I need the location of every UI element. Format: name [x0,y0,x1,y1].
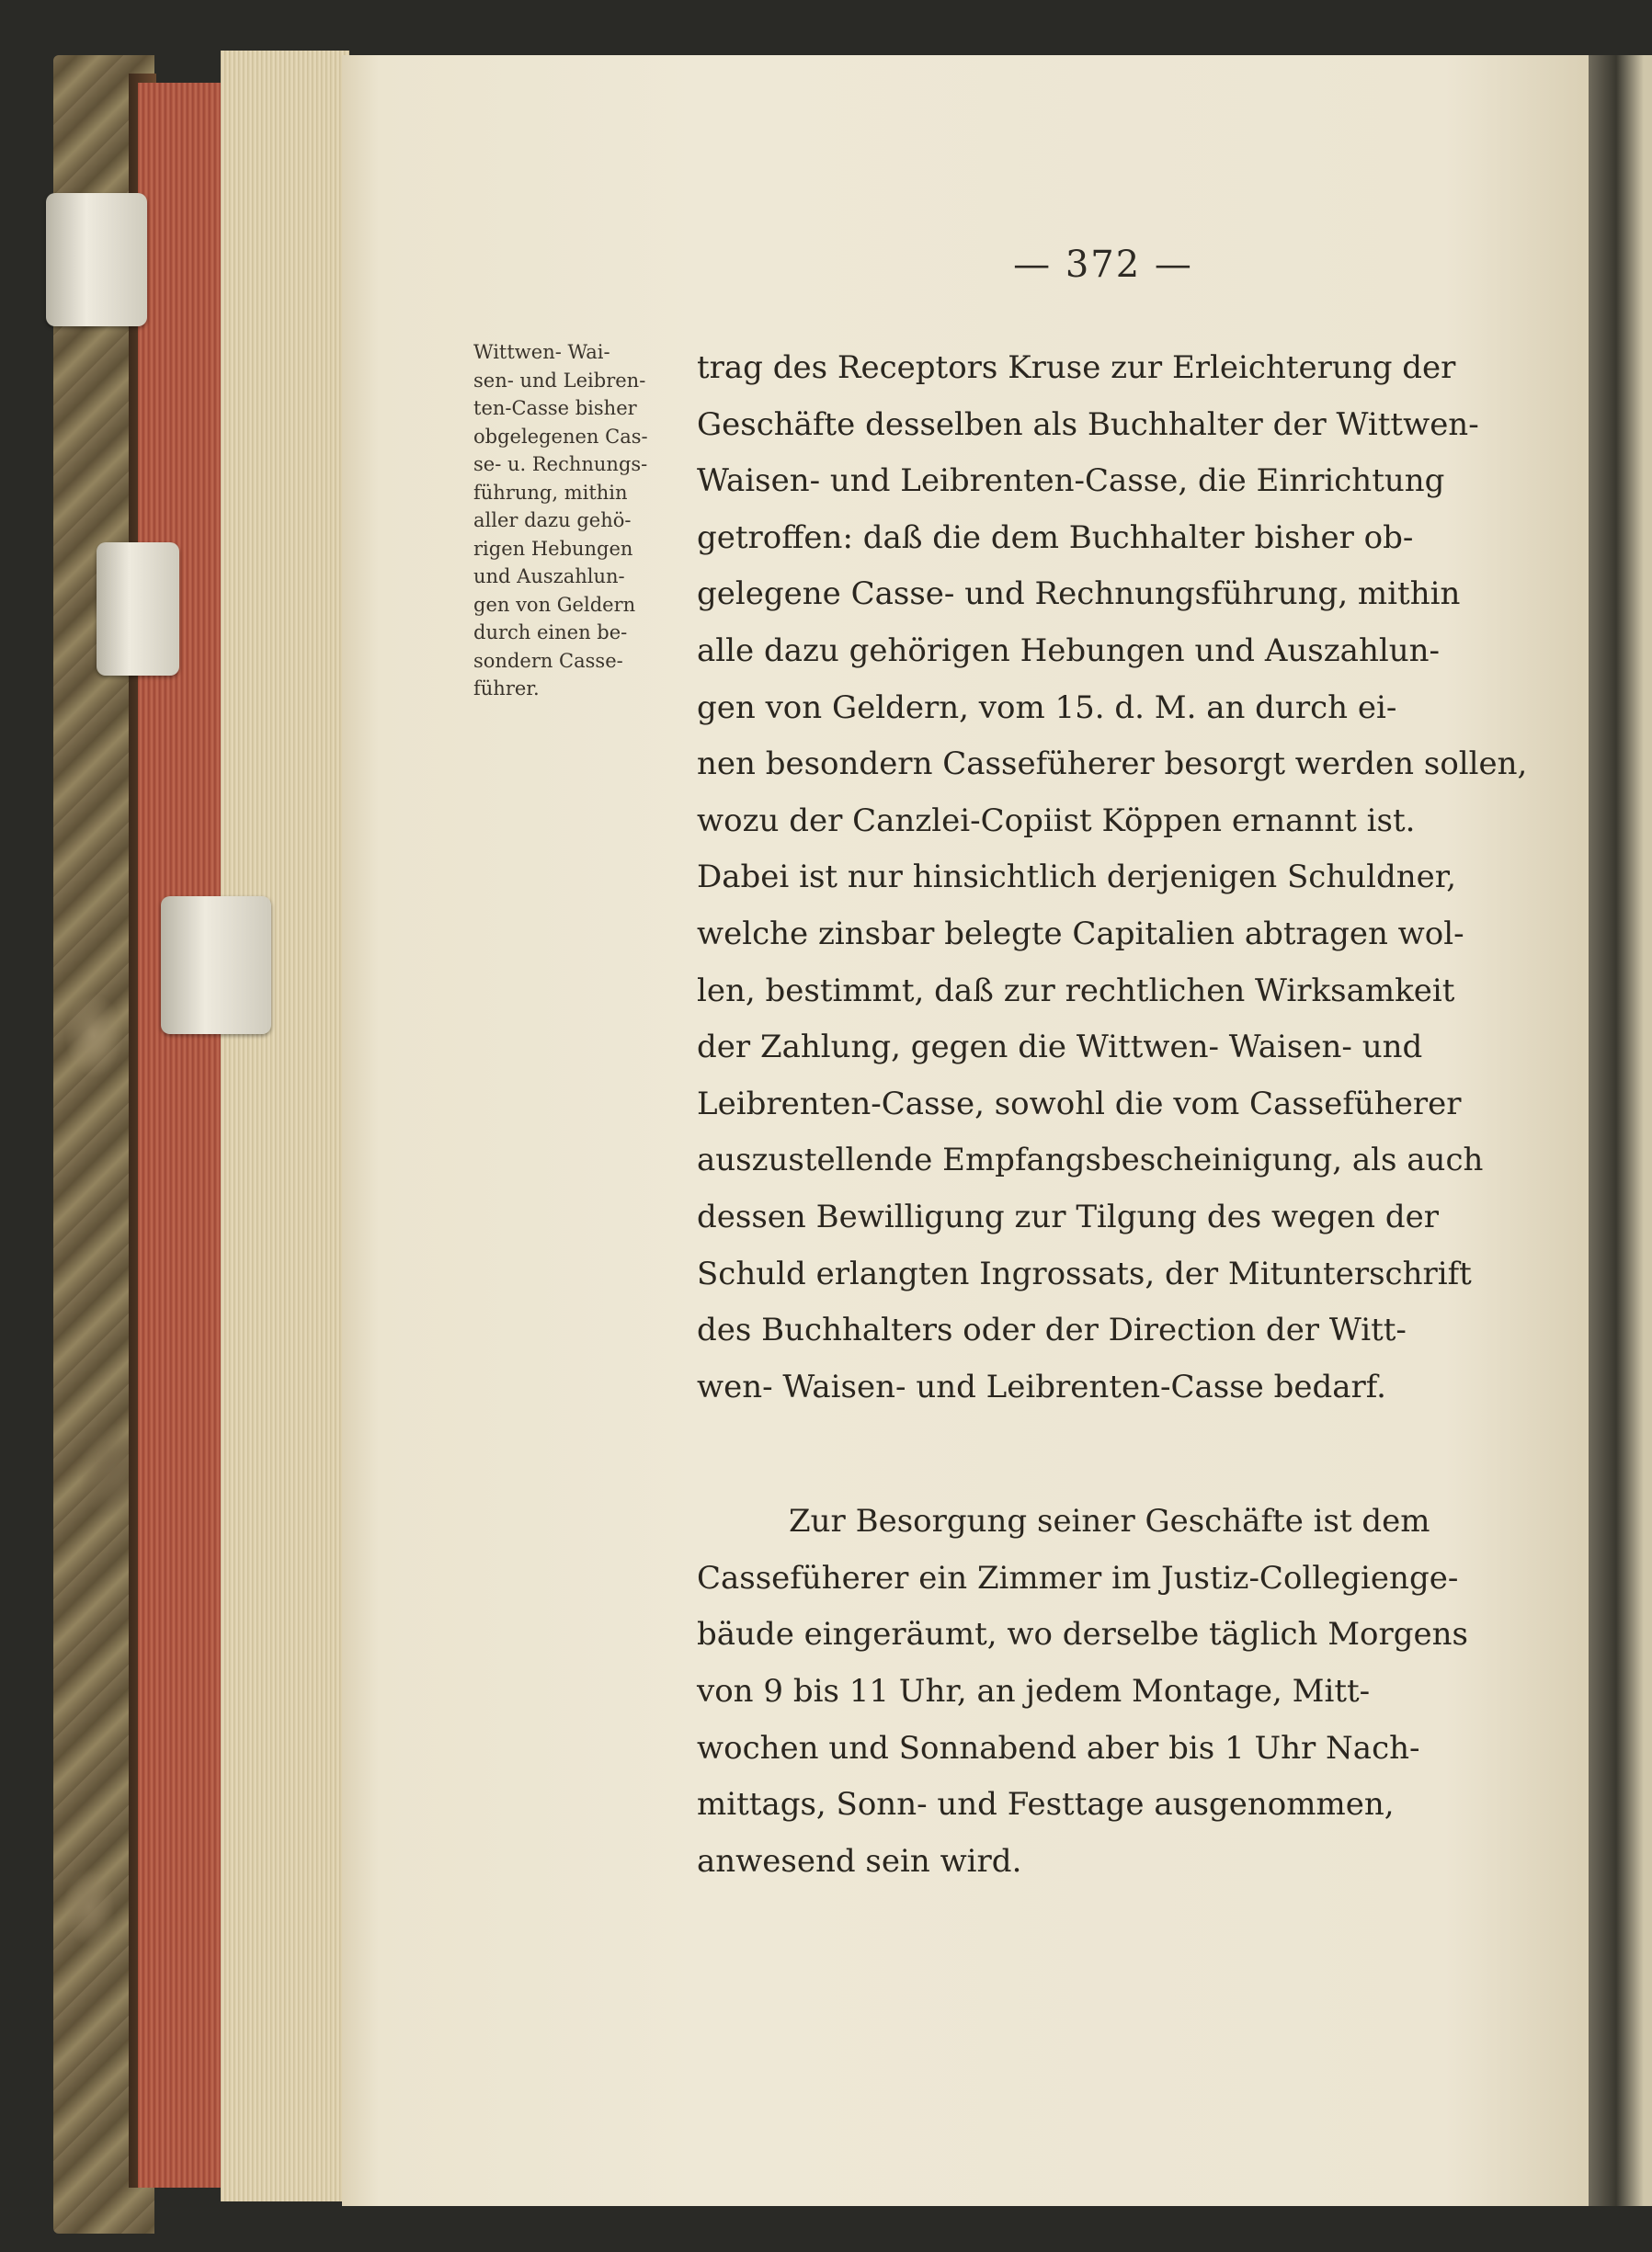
text-line: gelegene Casse- und Rechnungsführung, mithin [697,575,1461,613]
text-line: dessen Bewilligung zur Tilgung des wegen der [697,1198,1439,1235]
marginal-line: aller dazu gehö- [473,509,632,531]
text-line: Zur Besorgung seiner Geschäfte ist dem [789,1503,1430,1541]
page-stack-edge [221,51,349,2201]
text-line: Leibrenten-Casse, sowohl die vom Cassefüherer [697,1085,1462,1122]
text-line: Schuld erlangten Ingrossats, der Mitunterschrift [697,1255,1472,1292]
text-line: von 9 bis 11 Uhr, an jedem Montage, Mitt- [697,1673,1371,1711]
marginal-line: gen von Geldern [473,593,636,616]
text-line: der Zahlung, gegen die Wittwen- Waisen- und [697,1029,1423,1066]
text-line: wen- Waisen- und Leibrenten-Casse bedarf. [697,1368,1386,1405]
text-line: Cassefüherer ein Zimmer im Justiz-Collegienge- [697,1559,1459,1597]
text-line: anwesend sein wird. [697,1842,1022,1880]
marginal-line: sen- und Leibren- [473,369,646,392]
text-line: getroffen: daß die dem Buchhalter bisher ob- [697,518,1414,556]
text-line: auszustellende Empfangsbescheinigung, als auch [697,1142,1484,1179]
text-line: alle dazu gehörigen Hebungen und Auszahlun- [697,631,1440,669]
page-gutter [1589,55,1652,2206]
marginal-line: sondern Casse- [473,649,623,672]
text-line: trag des Receptors Kruse zur Erleichterung der [697,349,1456,386]
paragraph-gap [697,1416,1506,1494]
page-number: — 372 — [1013,244,1193,286]
paper-tab-marker [97,542,179,676]
red-page-edge [138,83,225,2188]
marginal-line: se- u. Rechnungs- [473,453,648,475]
paper-tab-marker [46,193,147,326]
text-line: Geschäfte desselben als Buchhalter der Wittwen- [697,405,1479,443]
text-line: wochen und Sonnabend aber bis 1 Uhr Nach- [697,1729,1420,1767]
text-line: nen besondern Cassefüherer besorgt werden sollen, [697,745,1528,783]
paragraph [697,1494,1506,1890]
text-line: gen von Geldern, vom 15. d. M. an durch ei- [697,688,1397,726]
body-text [697,340,1528,1890]
paper-tab-marker [161,896,271,1034]
text-line: Waisen- und Leibrenten-Casse, die Einrichtung [697,462,1445,500]
text-line: welche zinsbar belegte Capitalien abtragen wol- [697,915,1464,952]
marginal-note [473,338,699,703]
text-line: len, bestimmt, daß zur rechtlichen Wirksamkeit [697,972,1455,1009]
text-line: wozu der Canzlei-Copiist Köppen ernannt ist. [697,802,1416,839]
marginal-line: und Auszahlun- [473,565,625,587]
text-line: bäude eingeräumt, wo derselbe täglich Morgens [697,1616,1468,1654]
marginal-line: Wittwen- Wai- [473,341,610,363]
marginal-line: obgelegenen Cas- [473,425,648,448]
paragraph [697,340,1528,1416]
text-line: mittags, Sonn- und Festtage ausgenommen, [697,1786,1395,1824]
marginal-line: durch einen be- [473,621,628,643]
marginal-line: rigen Hebungen [473,537,633,560]
marginal-line: führung, mithin [473,481,628,504]
text-line: Dabei ist nur hinsichtlich derjenigen Schuldner, [697,859,1457,896]
marginal-line: führer. [473,677,540,699]
text-line: des Buchhalters oder der Direction der Witt- [697,1312,1407,1349]
marginal-line: ten-Casse bisher [473,397,637,419]
